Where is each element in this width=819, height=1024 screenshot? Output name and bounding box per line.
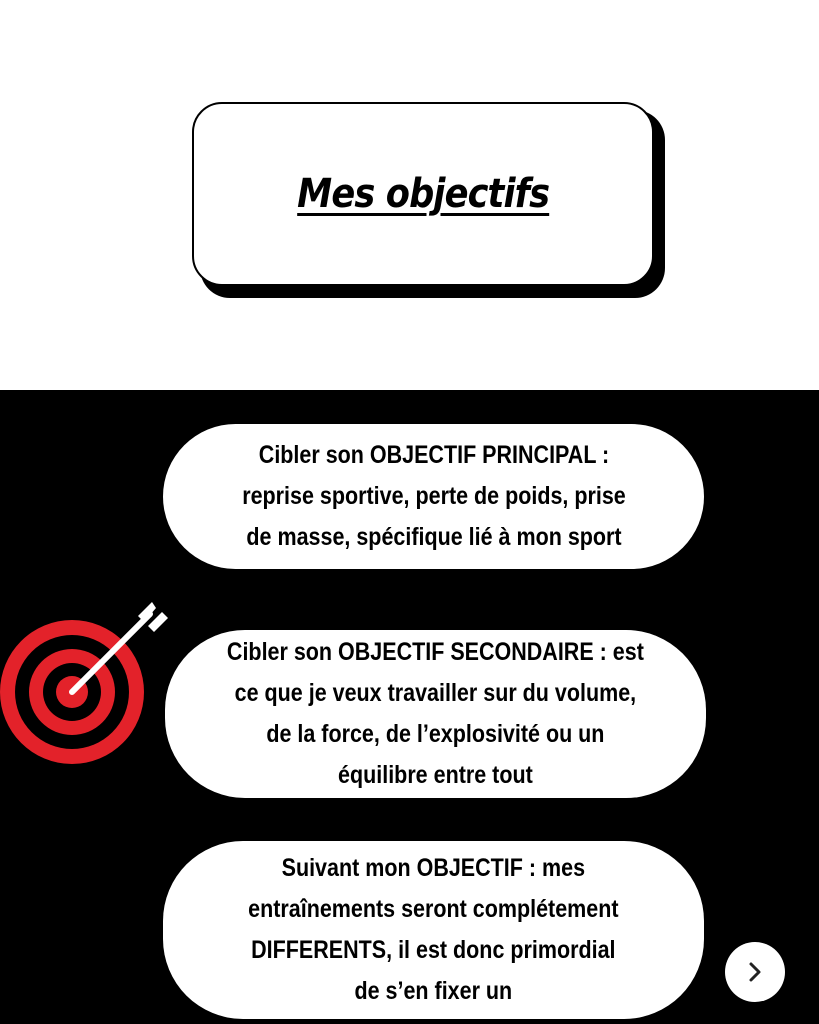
objective-line: de s’en fixer un bbox=[354, 977, 513, 1005]
objective-line: DIFFERENTS, il est donc primordial bbox=[251, 936, 616, 964]
objective-line: Cibler son OBJECTIF PRINCIPAL : bbox=[258, 441, 609, 469]
objective-card-text bbox=[227, 632, 644, 796]
next-slide-button[interactable] bbox=[725, 942, 785, 1002]
objective-line: entraînements seront complétement bbox=[248, 895, 619, 923]
title-card bbox=[192, 102, 654, 286]
objective-line: de masse, spécifique lié à mon sport bbox=[245, 523, 622, 551]
chevron-right-icon bbox=[744, 961, 766, 983]
objective-line: de la force, de l’explosivité ou un bbox=[266, 720, 605, 748]
objective-card-secondary bbox=[165, 630, 706, 798]
target-arrow-icon bbox=[0, 600, 170, 770]
objective-line: Cibler son OBJECTIF SECONDAIRE : est bbox=[227, 638, 644, 666]
objective-line: équilibre entre tout bbox=[338, 761, 533, 789]
page-title: Mes objectifs bbox=[296, 171, 550, 217]
objective-card-text bbox=[242, 435, 626, 558]
objective-line: Suivant mon OBJECTIF : mes bbox=[281, 854, 586, 882]
objective-line: reprise sportive, perte de poids, prise bbox=[241, 482, 626, 510]
objective-card-primary bbox=[163, 424, 704, 569]
objective-line: ce que je veux travailler sur du volume, bbox=[234, 679, 637, 707]
objective-card-conclusion bbox=[163, 841, 704, 1019]
objective-card-text bbox=[248, 848, 618, 1012]
